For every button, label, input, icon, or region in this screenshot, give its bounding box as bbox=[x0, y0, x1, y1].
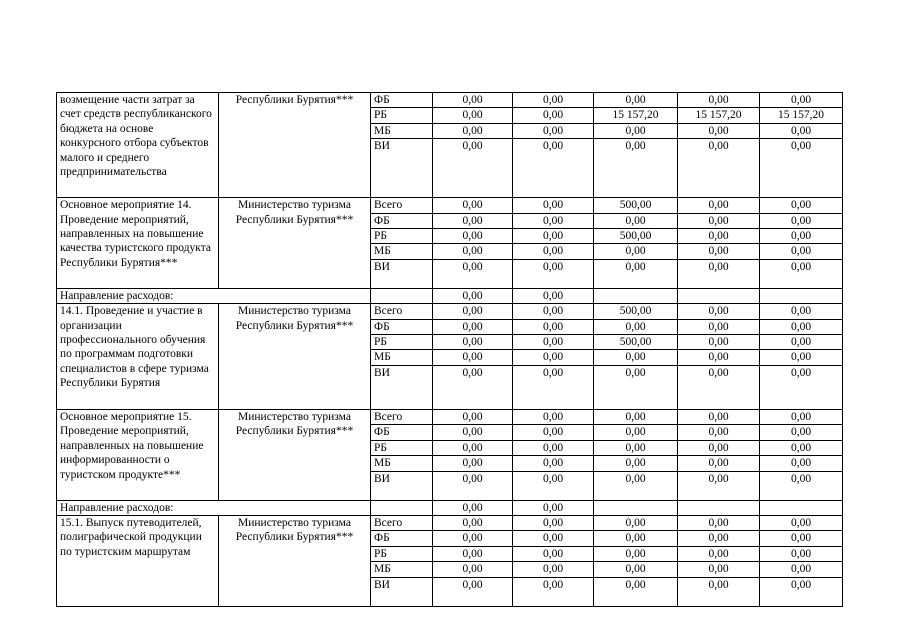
funding-source: РБ bbox=[371, 108, 433, 123]
funding-source: Всего bbox=[371, 304, 433, 319]
value-cell: 0,00 bbox=[513, 515, 594, 530]
value-cell: 0,00 bbox=[678, 546, 760, 561]
value-cell: 0,00 bbox=[760, 93, 843, 108]
value-cell: 0,00 bbox=[760, 515, 843, 530]
value-cell: 0,00 bbox=[594, 425, 678, 440]
value-cell: 0,00 bbox=[433, 198, 513, 213]
value-cell: 0,00 bbox=[433, 335, 513, 350]
value-cell: 0,00 bbox=[678, 244, 760, 259]
value-cell: 0,00 bbox=[678, 409, 760, 424]
funding-source: ФБ bbox=[371, 213, 433, 228]
value-cell: 0,00 bbox=[678, 319, 760, 334]
value-cell: 0,00 bbox=[678, 515, 760, 530]
value-cell: 15 157,20 bbox=[594, 108, 678, 123]
value-cell: 0,00 bbox=[678, 456, 760, 471]
value-cell: 0,00 bbox=[760, 365, 843, 409]
value-cell: 0,00 bbox=[678, 123, 760, 138]
value-cell: 0,00 bbox=[513, 440, 594, 455]
value-cell: 0,00 bbox=[760, 456, 843, 471]
direction-row bbox=[57, 288, 843, 303]
responsible-executor: Министерство туризма Республики Бурятия*** bbox=[219, 409, 371, 500]
value-cell: 0,00 bbox=[760, 244, 843, 259]
funding-source: МБ bbox=[371, 350, 433, 365]
table-row bbox=[57, 409, 843, 424]
value-cell: 0,00 bbox=[513, 500, 594, 515]
direction-label: Направление расходов: bbox=[57, 288, 371, 303]
value-cell: 0,00 bbox=[433, 229, 513, 244]
value-cell: 0,00 bbox=[594, 471, 678, 500]
value-cell: 0,00 bbox=[513, 123, 594, 138]
value-cell: 0,00 bbox=[433, 288, 513, 303]
budget-table bbox=[56, 92, 843, 607]
value-cell: 0,00 bbox=[513, 304, 594, 319]
value-cell: 0,00 bbox=[433, 425, 513, 440]
funding-source: Всего bbox=[371, 515, 433, 530]
funding-source: МБ bbox=[371, 244, 433, 259]
value-cell: 0,00 bbox=[678, 440, 760, 455]
value-cell: 0,00 bbox=[594, 319, 678, 334]
funding-source: ВИ bbox=[371, 259, 433, 288]
value-cell: 0,00 bbox=[678, 577, 760, 606]
value-cell: 0,00 bbox=[513, 93, 594, 108]
value-cell bbox=[678, 288, 760, 303]
value-cell: 0,00 bbox=[513, 288, 594, 303]
value-cell: 0,00 bbox=[678, 531, 760, 546]
funding-source: МБ bbox=[371, 456, 433, 471]
value-cell: 0,00 bbox=[433, 500, 513, 515]
value-cell: 0,00 bbox=[760, 198, 843, 213]
value-cell: 0,00 bbox=[433, 456, 513, 471]
funding-source: ФБ bbox=[371, 93, 433, 108]
value-cell: 15 157,20 bbox=[678, 108, 760, 123]
value-cell: 0,00 bbox=[513, 409, 594, 424]
value-cell: 0,00 bbox=[433, 213, 513, 228]
value-cell: 0,00 bbox=[760, 409, 843, 424]
funding-source: РБ bbox=[371, 335, 433, 350]
value-cell: 0,00 bbox=[760, 471, 843, 500]
value-cell: 0,00 bbox=[594, 515, 678, 530]
funding-source: Всего bbox=[371, 409, 433, 424]
value-cell: 0,00 bbox=[433, 350, 513, 365]
funding-source: МБ bbox=[371, 562, 433, 577]
value-cell: 0,00 bbox=[433, 409, 513, 424]
value-cell: 0,00 bbox=[760, 440, 843, 455]
value-cell: 0,00 bbox=[433, 319, 513, 334]
value-cell: 0,00 bbox=[513, 577, 594, 606]
value-cell: 0,00 bbox=[433, 577, 513, 606]
value-cell: 0,00 bbox=[513, 456, 594, 471]
funding-source: ВИ bbox=[371, 365, 433, 409]
measure-name: 14.1. Проведение и участие в организации профессионального обучения по программам подготовки специалистов в сфере туризма Республики Бурятия bbox=[57, 304, 219, 410]
value-cell: 0,00 bbox=[760, 123, 843, 138]
value-cell: 0,00 bbox=[513, 244, 594, 259]
value-cell: 0,00 bbox=[760, 229, 843, 244]
value-cell bbox=[594, 500, 678, 515]
table-row bbox=[57, 198, 843, 213]
value-cell: 0,00 bbox=[433, 546, 513, 561]
value-cell: 0,00 bbox=[760, 546, 843, 561]
value-cell: 0,00 bbox=[760, 562, 843, 577]
value-cell: 0,00 bbox=[433, 244, 513, 259]
value-cell: 0,00 bbox=[513, 319, 594, 334]
value-cell: 0,00 bbox=[513, 108, 594, 123]
value-cell: 0,00 bbox=[594, 577, 678, 606]
value-cell: 0,00 bbox=[433, 440, 513, 455]
value-cell: 0,00 bbox=[594, 213, 678, 228]
value-cell: 0,00 bbox=[760, 213, 843, 228]
table-row bbox=[57, 304, 843, 319]
funding-source: ФБ bbox=[371, 425, 433, 440]
value-cell: 0,00 bbox=[513, 213, 594, 228]
value-cell: 0,00 bbox=[513, 546, 594, 561]
funding-source: ФБ bbox=[371, 319, 433, 334]
funding-source: ВИ bbox=[371, 139, 433, 198]
value-cell: 0,00 bbox=[594, 409, 678, 424]
value-cell: 0,00 bbox=[433, 365, 513, 409]
value-cell: 0,00 bbox=[513, 335, 594, 350]
value-cell: 0,00 bbox=[678, 213, 760, 228]
funding-source: РБ bbox=[371, 546, 433, 561]
source-cell bbox=[371, 288, 433, 303]
value-cell: 0,00 bbox=[678, 139, 760, 198]
value-cell: 0,00 bbox=[594, 456, 678, 471]
value-cell bbox=[760, 288, 843, 303]
value-cell: 0,00 bbox=[594, 562, 678, 577]
value-cell: 0,00 bbox=[678, 365, 760, 409]
value-cell: 0,00 bbox=[433, 108, 513, 123]
value-cell: 0,00 bbox=[678, 562, 760, 577]
value-cell: 0,00 bbox=[760, 304, 843, 319]
responsible-executor: Республики Бурятия*** bbox=[219, 93, 371, 198]
value-cell: 0,00 bbox=[594, 123, 678, 138]
value-cell: 0,00 bbox=[760, 335, 843, 350]
value-cell: 0,00 bbox=[513, 198, 594, 213]
responsible-executor: Министерство туризма Республики Бурятия*** bbox=[219, 304, 371, 410]
value-cell: 0,00 bbox=[760, 350, 843, 365]
value-cell: 0,00 bbox=[760, 425, 843, 440]
value-cell: 0,00 bbox=[678, 425, 760, 440]
responsible-executor: Министерство туризма Республики Бурятия*** bbox=[219, 198, 371, 289]
value-cell: 500,00 bbox=[594, 335, 678, 350]
table-row bbox=[57, 93, 843, 108]
value-cell: 0,00 bbox=[594, 531, 678, 546]
value-cell: 0,00 bbox=[678, 304, 760, 319]
funding-source: РБ bbox=[371, 440, 433, 455]
value-cell: 0,00 bbox=[594, 350, 678, 365]
value-cell: 0,00 bbox=[513, 259, 594, 288]
value-cell: 0,00 bbox=[594, 93, 678, 108]
measure-name: Основное мероприятие 15. Проведение мероприятий, направленных на повышение информированности о туристском продукте*** bbox=[57, 409, 219, 500]
value-cell: 0,00 bbox=[594, 244, 678, 259]
value-cell: 0,00 bbox=[433, 93, 513, 108]
value-cell: 0,00 bbox=[433, 139, 513, 198]
value-cell: 0,00 bbox=[513, 229, 594, 244]
value-cell: 0,00 bbox=[594, 546, 678, 561]
value-cell: 0,00 bbox=[433, 471, 513, 500]
table-row bbox=[57, 515, 843, 530]
value-cell: 0,00 bbox=[513, 471, 594, 500]
value-cell: 0,00 bbox=[594, 440, 678, 455]
measure-name: Основное мероприятие 14. Проведение мероприятий, направленных на повышение качества туристского продукта Республики Бурятия*** bbox=[57, 198, 219, 289]
value-cell: 0,00 bbox=[433, 304, 513, 319]
value-cell bbox=[678, 500, 760, 515]
value-cell bbox=[760, 500, 843, 515]
value-cell: 0,00 bbox=[678, 350, 760, 365]
funding-source: ВИ bbox=[371, 577, 433, 606]
measure-name: 15.1. Выпуск путеводителей, полиграфической продукции по туристским маршрутам bbox=[57, 515, 219, 606]
value-cell: 0,00 bbox=[513, 139, 594, 198]
value-cell: 0,00 bbox=[678, 229, 760, 244]
value-cell: 500,00 bbox=[594, 229, 678, 244]
measure-name: возмещение части затрат за счет средств республиканского бюджета на основе конкурсного отбора субъектов малого и среднего предпринимательства bbox=[57, 93, 219, 198]
value-cell bbox=[594, 288, 678, 303]
value-cell: 0,00 bbox=[678, 259, 760, 288]
value-cell: 0,00 bbox=[678, 335, 760, 350]
value-cell: 0,00 bbox=[433, 123, 513, 138]
direction-label: Направление расходов: bbox=[57, 500, 371, 515]
funding-source: МБ bbox=[371, 123, 433, 138]
value-cell: 15 157,20 bbox=[760, 108, 843, 123]
value-cell: 0,00 bbox=[513, 531, 594, 546]
value-cell: 500,00 bbox=[594, 198, 678, 213]
funding-source: ФБ bbox=[371, 531, 433, 546]
value-cell: 0,00 bbox=[433, 259, 513, 288]
value-cell: 500,00 bbox=[594, 304, 678, 319]
funding-source: Всего bbox=[371, 198, 433, 213]
responsible-executor: Министерство туризма Республики Бурятия*** bbox=[219, 515, 371, 606]
source-cell bbox=[371, 500, 433, 515]
value-cell: 0,00 bbox=[760, 531, 843, 546]
value-cell: 0,00 bbox=[594, 259, 678, 288]
value-cell: 0,00 bbox=[678, 471, 760, 500]
value-cell: 0,00 bbox=[594, 139, 678, 198]
funding-source: РБ bbox=[371, 229, 433, 244]
value-cell: 0,00 bbox=[678, 198, 760, 213]
value-cell: 0,00 bbox=[513, 350, 594, 365]
value-cell: 0,00 bbox=[760, 577, 843, 606]
value-cell: 0,00 bbox=[513, 425, 594, 440]
value-cell: 0,00 bbox=[760, 139, 843, 198]
value-cell: 0,00 bbox=[594, 365, 678, 409]
value-cell: 0,00 bbox=[433, 562, 513, 577]
direction-row bbox=[57, 500, 843, 515]
value-cell: 0,00 bbox=[678, 93, 760, 108]
value-cell: 0,00 bbox=[760, 319, 843, 334]
funding-source: ВИ bbox=[371, 471, 433, 500]
value-cell: 0,00 bbox=[513, 562, 594, 577]
value-cell: 0,00 bbox=[760, 259, 843, 288]
value-cell: 0,00 bbox=[433, 515, 513, 530]
value-cell: 0,00 bbox=[433, 531, 513, 546]
value-cell: 0,00 bbox=[513, 365, 594, 409]
